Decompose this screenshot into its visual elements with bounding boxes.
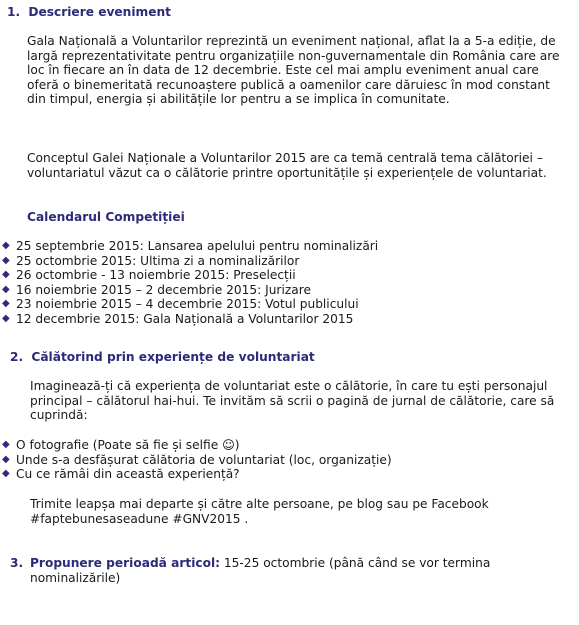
- list-item: ◆ 26 octombrie - 13 noiembrie 2015: Preselecții: [2, 268, 296, 283]
- list-item: ◆ 25 octombrie 2015: Ultima zi a nominalizărilor: [2, 253, 300, 268]
- section-3-number: 3.: [10, 556, 24, 570]
- section-3-text-block: [30, 556, 570, 585]
- calendar-list: [0, 239, 575, 327]
- section-3-label: Propunere perioadă articol:: [30, 556, 221, 570]
- section-1-paragraph-2: Conceptul Galei Naționale a Voluntarilor 2015 are ca temă centrală tema călătoriei – voluntariatul văzut ca o călătorie printre oportunitățile și experiențele de voluntariat.: [27, 151, 547, 180]
- journal-list: [0, 438, 575, 482]
- section-1-number: 1.: [7, 5, 21, 19]
- section-1-heading: [7, 5, 171, 20]
- list-item: ◆ Unde s-a desfășurat călătoria de voluntariat (loc, organizație): [2, 452, 392, 467]
- section-2-number: 2.: [10, 350, 24, 364]
- diamond-bullet-icon: ◆: [2, 240, 10, 251]
- list-item: ◆ 16 noiembrie 2015 – 2 decembrie 2015: Jurizare: [2, 282, 311, 297]
- section-1-title: Descriere eveniment: [28, 5, 172, 19]
- section-1-paragraph-1: Gala Națională a Voluntarilor reprezintă un eveniment național, aflat la a 5-a ediție, de largă reprezentativitate pentru organizațiile non-guvernamentale din România care are loc în fiecare an în data de 12 decembrie. Este cel mai amplu eveniment anual care oferă o binemeritată recunoaștere publică a oamenilor care dăruiesc în mod constant din timpul, energia și abilitățile lor pentru a se implica în comunitate.: [27, 34, 560, 107]
- section-2-title: Călătorind prin experiențe de voluntariat: [31, 350, 315, 364]
- diamond-bullet-icon: ◆: [2, 312, 10, 324]
- section-3-block: [10, 556, 570, 585]
- calendar-heading: Calendarul Competiției: [27, 210, 185, 224]
- list-item: ◆ 23 noiembrie 2015 – 4 decembrie 2015: Votul publicului: [2, 297, 359, 312]
- list-item: ◆ 12 decembrie 2015: Gala Națională a Voluntarilor 2015: [2, 311, 354, 326]
- list-item: ◆ O fotografie (Poate să fie și selfie ☺): [2, 438, 240, 452]
- diamond-bullet-icon: ◆: [2, 439, 10, 450]
- list-item: ◆ 25 septembrie 2015: Lansarea apelului pentru nominalizări: [2, 239, 379, 253]
- section-2-paragraph-2: Trimite leapșa mai departe și către alte persoane, pe blog sau pe Facebook #faptebunesaseadune #GNV2015 .: [30, 497, 489, 526]
- diamond-bullet-icon: ◆: [2, 254, 10, 266]
- section-2-paragraph-1: Imaginează-ți că experiența de voluntariat este o călătorie, în care tu ești personajul principal – călătorul hai-hui. Te invităm să scrii o pagină de jurnal de călătorie, care să cuprindă:: [30, 379, 555, 423]
- diamond-bullet-icon: ◆: [2, 269, 10, 281]
- list-item: ◆ Cu ce rămâi din această experiență?: [2, 467, 240, 482]
- section-3-text: 15-25 octombrie (până când se vor termina nominalizările): [30, 556, 491, 585]
- section-2-heading: [10, 350, 315, 365]
- diamond-bullet-icon: ◆: [2, 453, 10, 465]
- diamond-bullet-icon: ◆: [2, 283, 10, 295]
- diamond-bullet-icon: ◆: [2, 298, 10, 310]
- diamond-bullet-icon: ◆: [2, 468, 10, 480]
